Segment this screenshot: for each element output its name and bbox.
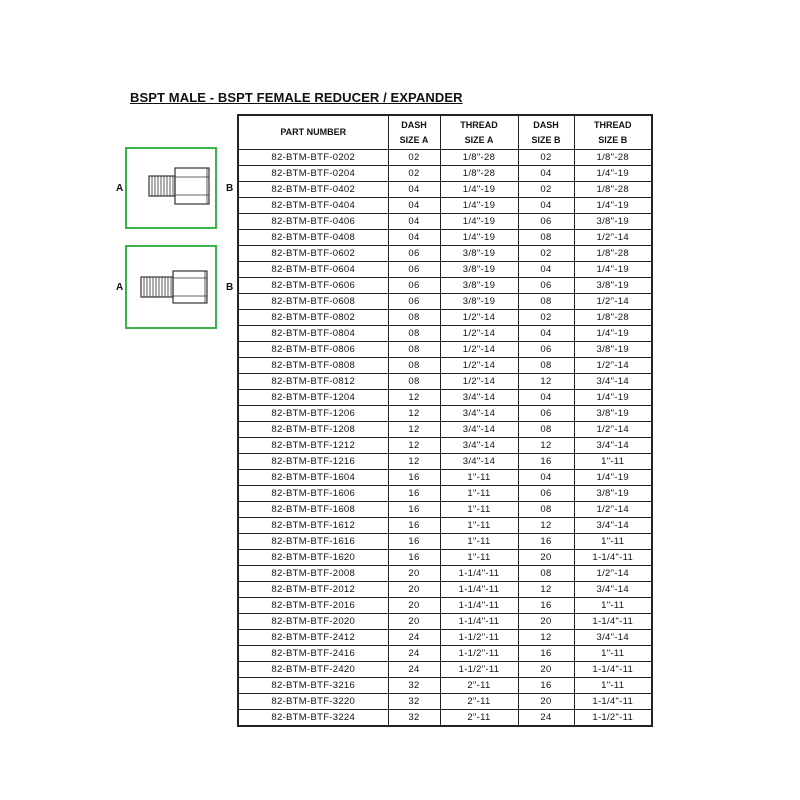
table-row bbox=[238, 246, 652, 262]
cell-thread-size-a: 2"-11 bbox=[440, 678, 518, 694]
cell-dash-size-b: 06 bbox=[518, 214, 574, 230]
cell-dash-size-b: 08 bbox=[518, 358, 574, 374]
cell-dash-size-a: 12 bbox=[388, 454, 440, 470]
cell-thread-size-a: 3/4"-14 bbox=[440, 438, 518, 454]
cell-thread-size-b: 1/2"-14 bbox=[574, 230, 652, 246]
cell-dash-size-b: 20 bbox=[518, 694, 574, 710]
cell-thread-size-a: 1/8"-28 bbox=[440, 150, 518, 166]
cell-thread-size-a: 1"-11 bbox=[440, 502, 518, 518]
cell-thread-size-b: 3/4"-14 bbox=[574, 518, 652, 534]
cell-part-number: 82-BTM-BTF-2016 bbox=[238, 598, 388, 614]
body-fitting-drawing bbox=[127, 247, 215, 327]
cell-thread-size-a: 3/8"-19 bbox=[440, 294, 518, 310]
cell-thread-size-a: 1"-11 bbox=[440, 534, 518, 550]
table-row bbox=[238, 294, 652, 310]
cell-part-number: 82-BTM-BTF-2420 bbox=[238, 662, 388, 678]
cell-thread-size-b: 1/2"-14 bbox=[574, 358, 652, 374]
table-row bbox=[238, 614, 652, 630]
cell-thread-size-a: 1-1/2"-11 bbox=[440, 662, 518, 678]
cell-thread-size-b: 3/8"-19 bbox=[574, 486, 652, 502]
cell-part-number: 82-BTM-BTF-2008 bbox=[238, 566, 388, 582]
cell-dash-size-b: 16 bbox=[518, 646, 574, 662]
cell-thread-size-a: 1"-11 bbox=[440, 470, 518, 486]
cell-thread-size-b: 3/8"-19 bbox=[574, 214, 652, 230]
cell-thread-size-a: 1/4"-19 bbox=[440, 230, 518, 246]
table-row bbox=[238, 390, 652, 406]
header-part-number: PART NUMBER bbox=[238, 115, 388, 150]
cell-thread-size-b: 3/4"-14 bbox=[574, 582, 652, 598]
table-body bbox=[238, 150, 652, 727]
reducer-body-figure bbox=[125, 245, 217, 329]
cell-part-number: 82-BTM-BTF-3216 bbox=[238, 678, 388, 694]
cell-part-number: 82-BTM-BTF-2416 bbox=[238, 646, 388, 662]
cell-dash-size-a: 20 bbox=[388, 598, 440, 614]
cell-part-number: 82-BTM-BTF-1604 bbox=[238, 470, 388, 486]
table-row bbox=[238, 342, 652, 358]
cell-thread-size-b: 1/4"-19 bbox=[574, 326, 652, 342]
table-row bbox=[238, 598, 652, 614]
cell-thread-size-b: 1/4"-19 bbox=[574, 166, 652, 182]
cell-thread-size-a: 1-1/2"-11 bbox=[440, 646, 518, 662]
cell-thread-size-b: 1/2"-14 bbox=[574, 566, 652, 582]
cell-thread-size-b: 1/8"-28 bbox=[574, 246, 652, 262]
cell-dash-size-b: 02 bbox=[518, 182, 574, 198]
cell-part-number: 82-BTM-BTF-1620 bbox=[238, 550, 388, 566]
cell-part-number: 82-BTM-BTF-1608 bbox=[238, 502, 388, 518]
header-thread-size-a: THREAD SIZE A bbox=[440, 115, 518, 150]
figure2-label-a: A bbox=[116, 282, 124, 293]
cell-thread-size-b: 3/8"-19 bbox=[574, 278, 652, 294]
table-row bbox=[238, 230, 652, 246]
cell-thread-size-b: 1/2"-14 bbox=[574, 294, 652, 310]
cell-dash-size-a: 04 bbox=[388, 230, 440, 246]
cell-dash-size-b: 12 bbox=[518, 374, 574, 390]
cell-thread-size-a: 1"-11 bbox=[440, 486, 518, 502]
cell-dash-size-b: 16 bbox=[518, 454, 574, 470]
cell-dash-size-b: 12 bbox=[518, 630, 574, 646]
cell-thread-size-a: 3/4"-14 bbox=[440, 422, 518, 438]
reducer-hex-figure bbox=[125, 147, 217, 229]
cell-thread-size-b: 1/8"-28 bbox=[574, 182, 652, 198]
cell-dash-size-b: 16 bbox=[518, 678, 574, 694]
cell-part-number: 82-BTM-BTF-0804 bbox=[238, 326, 388, 342]
cell-dash-size-b: 04 bbox=[518, 166, 574, 182]
cell-thread-size-b: 1"-11 bbox=[574, 678, 652, 694]
table-row bbox=[238, 326, 652, 342]
cell-part-number: 82-BTM-BTF-3224 bbox=[238, 710, 388, 727]
cell-dash-size-a: 12 bbox=[388, 438, 440, 454]
table-row bbox=[238, 422, 652, 438]
cell-dash-size-a: 16 bbox=[388, 518, 440, 534]
cell-thread-size-b: 1/8"-28 bbox=[574, 150, 652, 166]
table-row bbox=[238, 566, 652, 582]
cell-dash-size-b: 04 bbox=[518, 326, 574, 342]
cell-dash-size-a: 06 bbox=[388, 262, 440, 278]
cell-dash-size-b: 04 bbox=[518, 470, 574, 486]
cell-thread-size-a: 1-1/4"-11 bbox=[440, 598, 518, 614]
cell-part-number: 82-BTM-BTF-3220 bbox=[238, 694, 388, 710]
cell-dash-size-b: 06 bbox=[518, 406, 574, 422]
cell-part-number: 82-BTM-BTF-0608 bbox=[238, 294, 388, 310]
cell-thread-size-a: 1/2"-14 bbox=[440, 310, 518, 326]
cell-dash-size-b: 04 bbox=[518, 198, 574, 214]
cell-dash-size-a: 04 bbox=[388, 182, 440, 198]
cell-thread-size-a: 1-1/4"-11 bbox=[440, 582, 518, 598]
cell-thread-size-b: 3/8"-19 bbox=[574, 406, 652, 422]
cell-dash-size-b: 08 bbox=[518, 566, 574, 582]
cell-part-number: 82-BTM-BTF-0402 bbox=[238, 182, 388, 198]
cell-dash-size-a: 20 bbox=[388, 582, 440, 598]
cell-dash-size-a: 06 bbox=[388, 246, 440, 262]
table-row bbox=[238, 150, 652, 166]
cell-part-number: 82-BTM-BTF-1212 bbox=[238, 438, 388, 454]
table-row bbox=[238, 678, 652, 694]
cell-dash-size-a: 32 bbox=[388, 694, 440, 710]
cell-part-number: 82-BTM-BTF-1204 bbox=[238, 390, 388, 406]
cell-dash-size-a: 02 bbox=[388, 150, 440, 166]
cell-dash-size-b: 12 bbox=[518, 438, 574, 454]
hex-fitting-drawing bbox=[127, 149, 215, 227]
cell-thread-size-a: 2"-11 bbox=[440, 710, 518, 727]
cell-thread-size-a: 1-1/4"-11 bbox=[440, 614, 518, 630]
table-row bbox=[238, 438, 652, 454]
cell-dash-size-a: 08 bbox=[388, 310, 440, 326]
cell-part-number: 82-BTM-BTF-1206 bbox=[238, 406, 388, 422]
table-row bbox=[238, 630, 652, 646]
cell-thread-size-a: 1/4"-19 bbox=[440, 182, 518, 198]
table-row bbox=[238, 262, 652, 278]
table-row bbox=[238, 310, 652, 326]
table-row bbox=[238, 694, 652, 710]
cell-part-number: 82-BTM-BTF-0802 bbox=[238, 310, 388, 326]
cell-dash-size-a: 12 bbox=[388, 422, 440, 438]
cell-thread-size-a: 3/8"-19 bbox=[440, 278, 518, 294]
cell-thread-size-a: 1"-11 bbox=[440, 550, 518, 566]
cell-part-number: 82-BTM-BTF-2020 bbox=[238, 614, 388, 630]
cell-dash-size-b: 16 bbox=[518, 598, 574, 614]
cell-thread-size-a: 3/8"-19 bbox=[440, 246, 518, 262]
cell-dash-size-b: 24 bbox=[518, 710, 574, 727]
table-header-row bbox=[238, 115, 652, 150]
cell-thread-size-a: 1/2"-14 bbox=[440, 342, 518, 358]
figure1-label-a: A bbox=[116, 183, 124, 194]
cell-dash-size-b: 08 bbox=[518, 294, 574, 310]
cell-thread-size-b: 1-1/4"-11 bbox=[574, 694, 652, 710]
cell-dash-size-a: 20 bbox=[388, 614, 440, 630]
cell-thread-size-b: 1"-11 bbox=[574, 534, 652, 550]
cell-part-number: 82-BTM-BTF-1616 bbox=[238, 534, 388, 550]
cell-dash-size-a: 24 bbox=[388, 662, 440, 678]
cell-dash-size-a: 12 bbox=[388, 406, 440, 422]
cell-part-number: 82-BTM-BTF-1216 bbox=[238, 454, 388, 470]
cell-thread-size-b: 1/4"-19 bbox=[574, 262, 652, 278]
cell-thread-size-a: 3/4"-14 bbox=[440, 390, 518, 406]
cell-dash-size-b: 12 bbox=[518, 518, 574, 534]
cell-dash-size-a: 08 bbox=[388, 326, 440, 342]
cell-thread-size-b: 1-1/4"-11 bbox=[574, 614, 652, 630]
cell-dash-size-a: 24 bbox=[388, 646, 440, 662]
table-row bbox=[238, 486, 652, 502]
cell-thread-size-b: 1/4"-19 bbox=[574, 390, 652, 406]
cell-part-number: 82-BTM-BTF-0202 bbox=[238, 150, 388, 166]
cell-thread-size-b: 1/4"-19 bbox=[574, 198, 652, 214]
cell-dash-size-b: 16 bbox=[518, 534, 574, 550]
cell-dash-size-b: 20 bbox=[518, 614, 574, 630]
cell-thread-size-b: 1/8"-28 bbox=[574, 310, 652, 326]
cell-dash-size-a: 20 bbox=[388, 566, 440, 582]
cell-dash-size-b: 08 bbox=[518, 230, 574, 246]
cell-part-number: 82-BTM-BTF-0808 bbox=[238, 358, 388, 374]
table-row bbox=[238, 582, 652, 598]
cell-part-number: 82-BTM-BTF-1208 bbox=[238, 422, 388, 438]
cell-part-number: 82-BTM-BTF-0606 bbox=[238, 278, 388, 294]
table-row bbox=[238, 518, 652, 534]
cell-dash-size-b: 20 bbox=[518, 662, 574, 678]
cell-thread-size-a: 3/4"-14 bbox=[440, 406, 518, 422]
cell-dash-size-a: 04 bbox=[388, 214, 440, 230]
cell-dash-size-a: 24 bbox=[388, 630, 440, 646]
cell-thread-size-b: 1-1/2"-11 bbox=[574, 710, 652, 727]
table-row bbox=[238, 534, 652, 550]
cell-thread-size-a: 3/8"-19 bbox=[440, 262, 518, 278]
cell-thread-size-b: 1-1/4"-11 bbox=[574, 550, 652, 566]
cell-thread-size-a: 1/4"-19 bbox=[440, 198, 518, 214]
cell-part-number: 82-BTM-BTF-0408 bbox=[238, 230, 388, 246]
cell-dash-size-b: 04 bbox=[518, 262, 574, 278]
cell-dash-size-b: 06 bbox=[518, 486, 574, 502]
cell-part-number: 82-BTM-BTF-2012 bbox=[238, 582, 388, 598]
cell-dash-size-a: 32 bbox=[388, 678, 440, 694]
cell-dash-size-a: 16 bbox=[388, 502, 440, 518]
table-row bbox=[238, 374, 652, 390]
cell-thread-size-b: 3/4"-14 bbox=[574, 374, 652, 390]
cell-dash-size-b: 20 bbox=[518, 550, 574, 566]
cell-thread-size-a: 1/8"-28 bbox=[440, 166, 518, 182]
cell-part-number: 82-BTM-BTF-1612 bbox=[238, 518, 388, 534]
cell-thread-size-a: 1-1/4"-11 bbox=[440, 566, 518, 582]
cell-part-number: 82-BTM-BTF-0604 bbox=[238, 262, 388, 278]
cell-thread-size-a: 3/4"-14 bbox=[440, 454, 518, 470]
cell-dash-size-b: 04 bbox=[518, 390, 574, 406]
cell-part-number: 82-BTM-BTF-0812 bbox=[238, 374, 388, 390]
cell-dash-size-b: 08 bbox=[518, 502, 574, 518]
cell-dash-size-a: 32 bbox=[388, 710, 440, 727]
cell-part-number: 82-BTM-BTF-2412 bbox=[238, 630, 388, 646]
cell-thread-size-b: 1/2"-14 bbox=[574, 502, 652, 518]
cell-thread-size-a: 1/2"-14 bbox=[440, 358, 518, 374]
header-dash-size-a: DASH SIZE A bbox=[388, 115, 440, 150]
cell-dash-size-b: 02 bbox=[518, 310, 574, 326]
table-row bbox=[238, 358, 652, 374]
table-row bbox=[238, 662, 652, 678]
cell-dash-size-a: 16 bbox=[388, 534, 440, 550]
table-row bbox=[238, 166, 652, 182]
cell-dash-size-a: 16 bbox=[388, 550, 440, 566]
cell-part-number: 82-BTM-BTF-0406 bbox=[238, 214, 388, 230]
cell-dash-size-a: 02 bbox=[388, 166, 440, 182]
table-row bbox=[238, 710, 652, 727]
figure2-label-b: B bbox=[226, 282, 234, 293]
cell-part-number: 82-BTM-BTF-0404 bbox=[238, 198, 388, 214]
cell-thread-size-b: 1/4"-19 bbox=[574, 470, 652, 486]
table-row bbox=[238, 502, 652, 518]
page-title: BSPT MALE - BSPT FEMALE REDUCER / EXPANDER bbox=[130, 90, 463, 105]
cell-thread-size-a: 1/2"-14 bbox=[440, 326, 518, 342]
cell-part-number: 82-BTM-BTF-0204 bbox=[238, 166, 388, 182]
cell-dash-size-b: 02 bbox=[518, 246, 574, 262]
cell-thread-size-b: 3/8"-19 bbox=[574, 342, 652, 358]
cell-thread-size-b: 3/4"-14 bbox=[574, 438, 652, 454]
header-thread-size-b: THREAD SIZE B bbox=[574, 115, 652, 150]
cell-dash-size-a: 16 bbox=[388, 486, 440, 502]
table-row bbox=[238, 198, 652, 214]
table-row bbox=[238, 214, 652, 230]
cell-thread-size-b: 1"-11 bbox=[574, 454, 652, 470]
cell-thread-size-a: 2"-11 bbox=[440, 694, 518, 710]
table-row bbox=[238, 454, 652, 470]
table-row bbox=[238, 278, 652, 294]
cell-dash-size-a: 06 bbox=[388, 294, 440, 310]
cell-dash-size-b: 12 bbox=[518, 582, 574, 598]
table-row bbox=[238, 406, 652, 422]
table-row bbox=[238, 182, 652, 198]
cell-dash-size-a: 08 bbox=[388, 342, 440, 358]
cell-thread-size-b: 1"-11 bbox=[574, 646, 652, 662]
parts-table bbox=[237, 114, 653, 727]
cell-dash-size-a: 12 bbox=[388, 390, 440, 406]
cell-thread-size-b: 1/2"-14 bbox=[574, 422, 652, 438]
cell-thread-size-b: 3/4"-14 bbox=[574, 630, 652, 646]
header-dash-size-b: DASH SIZE B bbox=[518, 115, 574, 150]
cell-part-number: 82-BTM-BTF-0602 bbox=[238, 246, 388, 262]
cell-dash-size-b: 06 bbox=[518, 278, 574, 294]
figure1-label-b: B bbox=[226, 183, 234, 194]
cell-thread-size-a: 1/2"-14 bbox=[440, 374, 518, 390]
cell-part-number: 82-BTM-BTF-0806 bbox=[238, 342, 388, 358]
cell-thread-size-a: 1"-11 bbox=[440, 518, 518, 534]
cell-dash-size-b: 06 bbox=[518, 342, 574, 358]
cell-thread-size-b: 1-1/4"-11 bbox=[574, 662, 652, 678]
cell-dash-size-a: 04 bbox=[388, 198, 440, 214]
table-row bbox=[238, 470, 652, 486]
cell-dash-size-a: 16 bbox=[388, 470, 440, 486]
cell-dash-size-b: 02 bbox=[518, 150, 574, 166]
cell-dash-size-b: 08 bbox=[518, 422, 574, 438]
table-row bbox=[238, 646, 652, 662]
cell-dash-size-a: 08 bbox=[388, 358, 440, 374]
cell-part-number: 82-BTM-BTF-1606 bbox=[238, 486, 388, 502]
cell-dash-size-a: 08 bbox=[388, 374, 440, 390]
cell-thread-size-a: 1/4"-19 bbox=[440, 214, 518, 230]
table-row bbox=[238, 550, 652, 566]
cell-thread-size-b: 1"-11 bbox=[574, 598, 652, 614]
cell-thread-size-a: 1-1/2"-11 bbox=[440, 630, 518, 646]
cell-dash-size-a: 06 bbox=[388, 278, 440, 294]
